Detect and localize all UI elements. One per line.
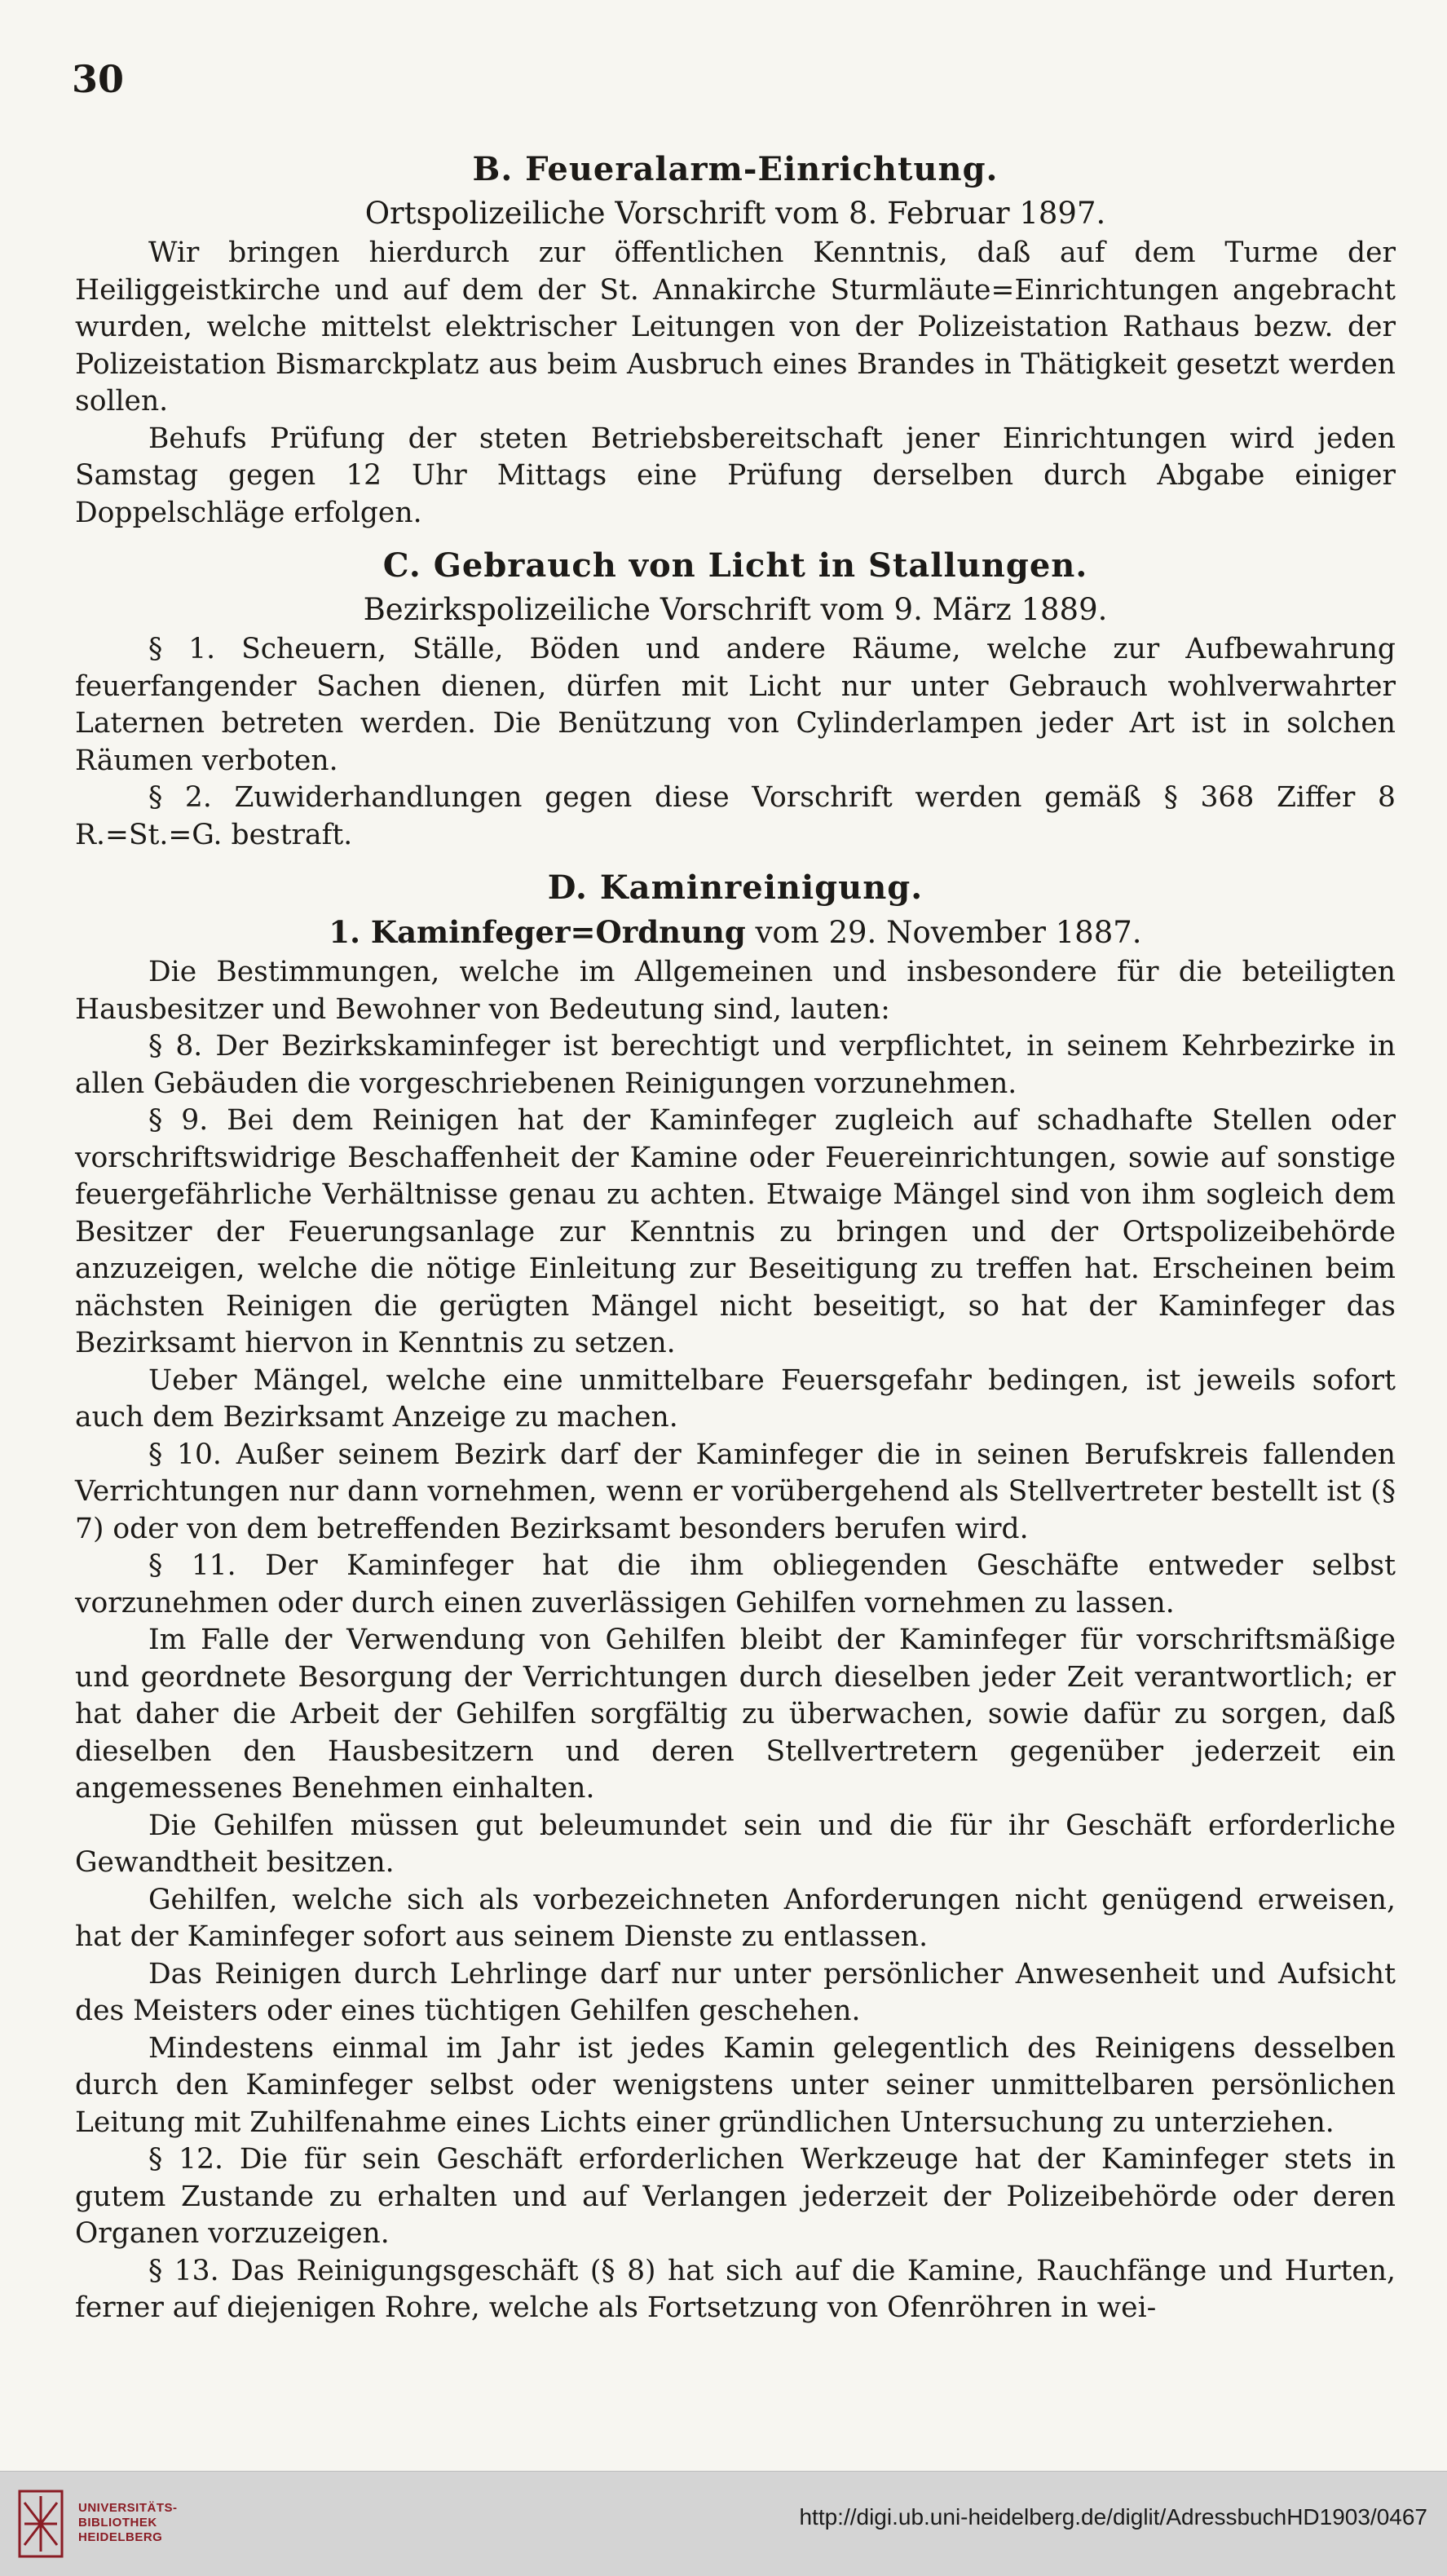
university-seal-icon (16, 2486, 65, 2561)
section-b-subheading: Ortspolizeiliche Vorschrift vom 8. Februar 1897. (364, 196, 1106, 231)
ordinance-title: 1. Kaminfeger=Ordnung (329, 914, 746, 950)
paragraph: § 2. Zuwiderhandlungen gegen diese Vorschrift werden gemäß § 368 Ziffer 8 R.=St.=G. bestraft. (75, 781, 1396, 851)
section-c-heading: C. Gebrauch von Licht in Stallungen. (382, 546, 1088, 585)
paragraph: Wir bringen hierdurch zur öffentlichen Kenntnis, daß auf dem Turme der Heiliggeistkirche und auf dem der St. Annakirche Sturmläute=Einrichtungen angebracht wurden, welche mittelst elektrischer Leitungen von der Polizeistation Rathaus bezw. der Polizeistation Bismarckplatz aus beim Ausbruch eines Brandes in Thätigkeit gesetzt werden sollen. (75, 236, 1396, 418)
paragraph: Mindestens einmal im Jahr ist jedes Kamin gelegentlich des Reinigens desselben durch den Kaminfeger selbst oder wenigstens unter seiner unmittelbaren persönlichen Leitung mit Zuhilfenahme eines Lichts einer gründlichen Untersuchung zu unterziehen. (75, 2031, 1396, 2139)
paragraph: Ueber Mängel, welche eine unmittelbare Feuersgefahr bedingen, ist jeweils sofort auch dem Bezirksamt Anzeige zu machen. (75, 1363, 1396, 1434)
paragraph: § 1. Scheuern, Ställe, Böden und andere Räume, welche zur Aufbewahrung feuerfangender Sachen dienen, dürfen mit Licht nur unter Gebrauch wohlverwahrter Laternen betreten werden. Die Benützung von Cylinderlampen jeder Art ist in solchen Räumen verboten. (75, 633, 1396, 777)
section-d (75, 865, 1396, 2327)
paragraph: § 9. Bei dem Reinigen hat der Kaminfeger zugleich auf schadhafte Stellen oder vorschriftswidrige Beschaffenheit der Kamine oder Feuereinrichtungen, sowie auf sonstige feuergefährliche Verhältnisse genau zu achten. Etwaige Mängel sind von ihm sogleich dem Besitzer der Feuerungsanlage zur Kenntnis zu bringen und der Ortspolizeibehörde anzuzeigen, welche die nötige Einleitung zur Beseitigung zu treffen hat. Erscheinen beim nächsten Reinigen die gerügten Mängel nicht beseitigt, so hat der Kaminfeger das Bezirksamt hiervon in Kenntnis zu setzen. (75, 1104, 1396, 1359)
permalink-url[interactable]: http://digi.ub.uni-heidelberg.de/diglit/AdressbuchHD1903/0467 (799, 2504, 1427, 2530)
page-number: 30 (72, 57, 125, 101)
paragraph: Die Gehilfen müssen gut beleumundet sein und die für ihr Geschäft erforderliche Gewandtheit besitzen. (75, 1809, 1396, 1879)
paragraph: § 11. Der Kaminfeger hat die ihm obliegenden Geschäfte entweder selbst vorzunehmen oder durch einen zuverlässigen Gehilfen vornehmen zu lassen. (75, 1549, 1396, 1619)
page-content (75, 147, 1396, 2327)
paragraph: § 13. Das Reinigungsgeschäft (§ 8) hat sich auf die Kamine, Rauchfänge und Hurten, ferner auf diejenigen Rohre, welche als Fortsetzung von Ofenröhren in wei- (75, 2254, 1396, 2324)
section-b-heading: B. Feueralarm-Einrichtung. (472, 150, 999, 188)
section-b (75, 147, 1396, 532)
paragraph: § 10. Außer seinem Bezirk darf der Kaminfeger die in seinen Berufskreis fallenden Verrichtungen nur dann vornehmen, wenn er vorübergehend als Stellvertreter bestellt ist (§ 7) oder von dem betreffenden Bezirksamt besonders berufen wird. (75, 1438, 1396, 1545)
section-c (75, 543, 1396, 854)
section-d-subheading (75, 911, 1396, 954)
library-logo-text (78, 2501, 178, 2545)
paragraph: Das Reinigen durch Lehrlinge darf nur unter persönlicher Anwesenheit und Aufsicht des Meisters oder eines tüchtigen Gehilfen geschehen. (75, 1957, 1396, 2027)
paragraph: Im Falle der Verwendung von Gehilfen bleibt der Kaminfeger für vorschriftsmäßige und geordnete Besorgung der Verrichtungen durch dieselben jeder Zeit verantwortlich; er hat daher die Arbeit der Gehilfen sorgfältig zu überwachen, sowie dafür zu sorgen, daß dieselben den Hausbesitzern und deren Stellvertretern gegenüber jederzeit ein angemessenes Benehmen einhalten. (75, 1624, 1396, 1805)
paragraph: Die Bestimmungen, welche im Allgemeinen und insbesondere für die beteiligten Hausbesitzer und Bewohner von Bedeutung sind, lauten: (75, 956, 1396, 1026)
paragraph: § 12. Die für sein Geschäft erforderlichen Werkzeuge hat der Kaminfeger stets in gutem Zustande zu erhalten und auf Verlangen jederzeit der Polizeibehörde oder deren Organen vorzuzeigen. (75, 2143, 1396, 2250)
ordinance-date: vom 29. November 1887. (745, 915, 1142, 950)
section-c-subheading: Bezirkspolizeiliche Vorschrift vom 9. März 1889. (363, 592, 1108, 627)
logo-line: HEIDELBERG (78, 2530, 163, 2544)
paragraph: § 8. Der Bezirkskaminfeger ist berechtigt und verpflichtet, in seinem Kehrbezirke in allen Gebäuden die vorgeschriebenen Reinigungen vorzunehmen. (75, 1030, 1396, 1100)
logo-line: BIBLIOTHEK (78, 2516, 157, 2530)
paragraph: Gehilfen, welche sich als vorbezeichneten Anforderungen nicht genügend erweisen, hat der Kaminfeger sofort aus seinem Dienste zu entlassen. (75, 1883, 1396, 1953)
viewer-footer (0, 2471, 1447, 2576)
paragraph: Behufs Prüfung der steten Betriebsbereitschaft jener Einrichtungen wird jeden Samstag gegen 12 Uhr Mittags eine Prüfung derselben durch Abgabe einiger Doppelschläge erfolgen. (75, 422, 1396, 529)
section-d-heading: D. Kaminreinigung. (547, 868, 924, 907)
logo-line: UNIVERSITÄTS- (78, 2501, 178, 2515)
